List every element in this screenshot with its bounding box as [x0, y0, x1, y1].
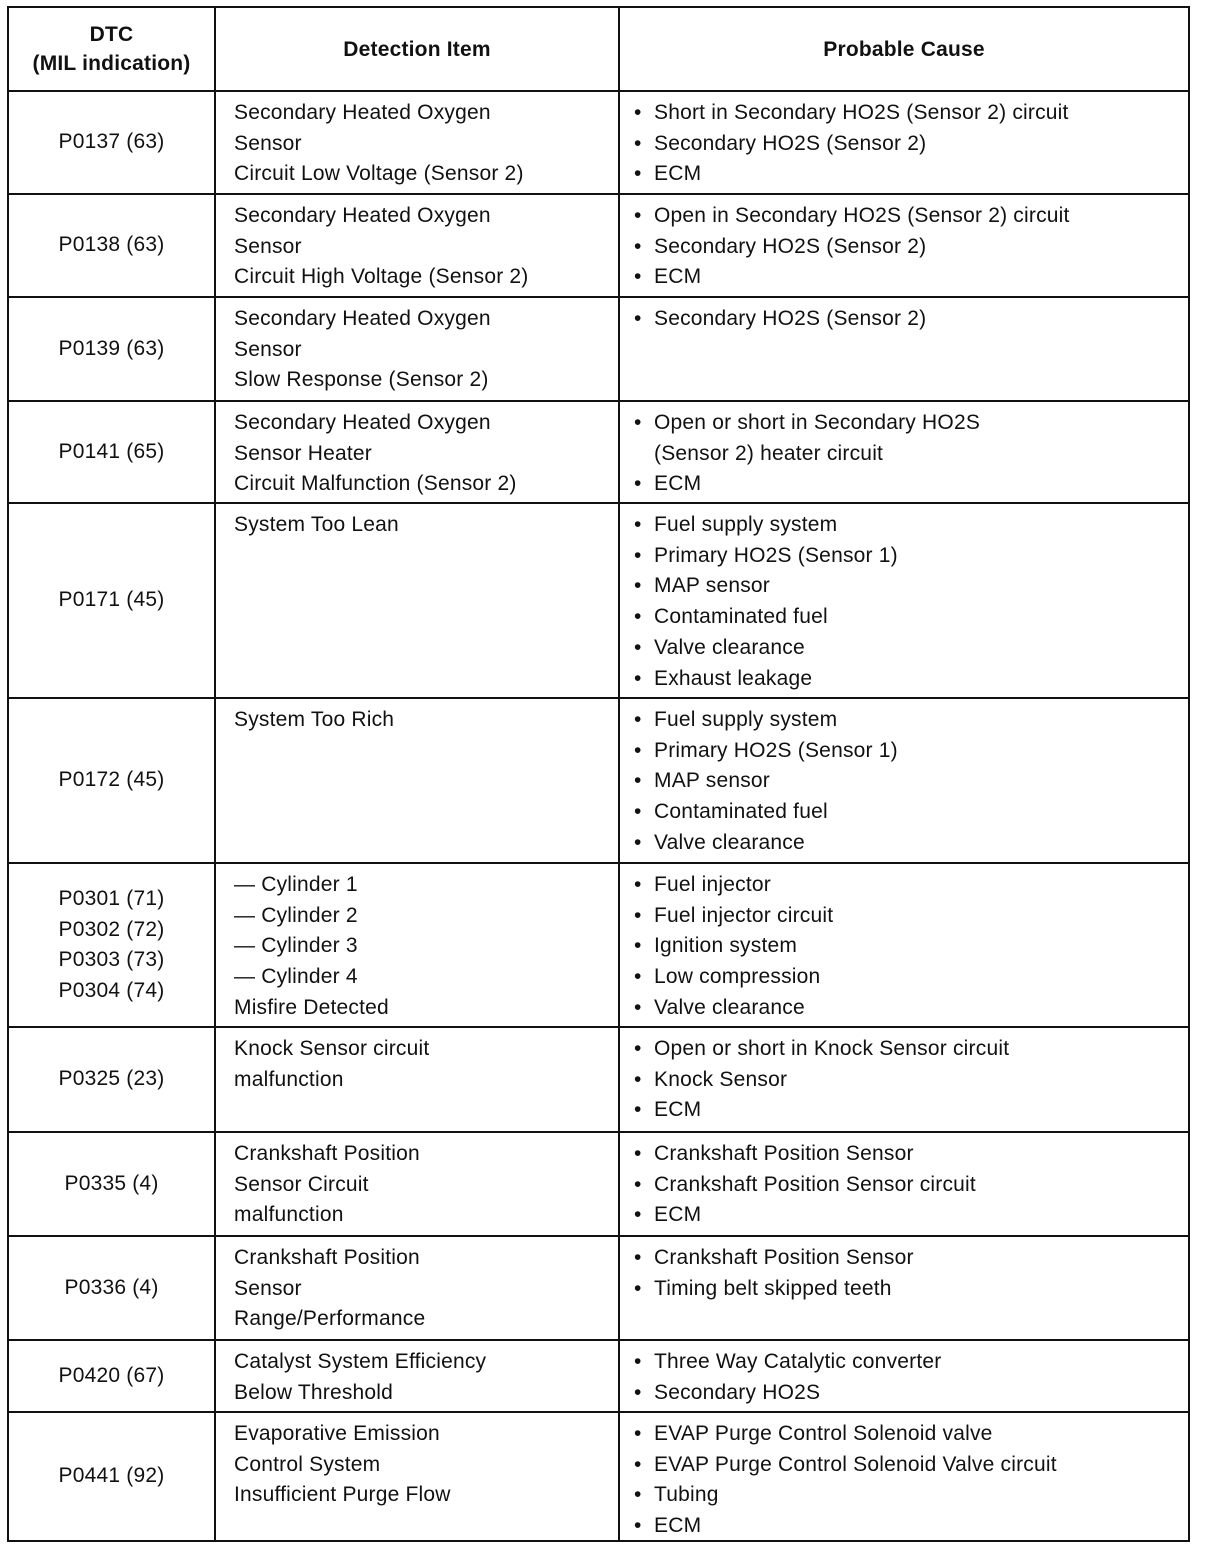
- detection-line: Knock Sensor circuit: [234, 1037, 430, 1060]
- cause-item: • Exhaust leakage: [634, 664, 1188, 695]
- table-row: [9, 195, 1188, 298]
- detection-line: Catalyst System Efficiency: [234, 1350, 487, 1373]
- header-dtc: [9, 8, 216, 90]
- cause-item: • ECM: [634, 159, 1188, 190]
- dtc-cell: [9, 1237, 216, 1339]
- detection-line: Secondary Heated Oxygen: [234, 307, 491, 330]
- header-probable-cause-label: Probable Cause: [823, 37, 985, 61]
- dtc-cell: [9, 699, 216, 862]
- detection-cell: [216, 1133, 620, 1235]
- bullet-icon: •: [634, 934, 642, 958]
- detection-cell: [216, 504, 620, 697]
- cause-item: • Crankshaft Position Sensor: [634, 1139, 1188, 1170]
- bullet-icon: •: [634, 873, 642, 896]
- cause-cell: [620, 1341, 1188, 1411]
- cause-item: • Low compression: [634, 962, 1188, 993]
- cause-cell: [620, 504, 1188, 697]
- detection-line: Circuit Malfunction (Sensor 2): [234, 472, 517, 496]
- cause-item: • Primary HO2S (Sensor 1): [634, 541, 1188, 572]
- cause-cell: [620, 402, 1188, 502]
- cause-item: • ECM: [634, 1511, 1188, 1542]
- cause-item: • ECM: [634, 1095, 1188, 1126]
- detection-line: Sensor Heater: [234, 441, 373, 465]
- cause-item: • Crankshaft Position Sensor circuit: [634, 1170, 1188, 1201]
- detection-line: System Too Lean: [234, 513, 399, 536]
- table-row: [9, 402, 1188, 504]
- cause-cell: [620, 1028, 1188, 1131]
- dtc-cell: [9, 92, 216, 193]
- detection-line: Sensor: [234, 131, 302, 155]
- dtc-cell: [9, 1133, 216, 1235]
- cause-item: • Fuel supply system: [634, 510, 1188, 541]
- detection-line: Control System: [234, 1452, 381, 1476]
- cause-item: • Valve clearance: [634, 633, 1188, 664]
- bullet-icon: •: [634, 1037, 642, 1060]
- bullet-icon: •: [634, 635, 642, 659]
- cause-item: • Knock Sensor: [634, 1065, 1188, 1096]
- dtc-code: P0441 (92): [58, 1464, 165, 1488]
- cause-item: • Timing belt skipped teeth: [634, 1274, 1188, 1305]
- bullet-icon: •: [634, 1483, 642, 1507]
- bullet-icon: •: [634, 131, 642, 155]
- detection-line: Slow Response (Sensor 2): [234, 368, 489, 392]
- header-detection-item-label: Detection Item: [343, 37, 491, 61]
- cause-item-continuation: (Sensor 2) heater circuit: [654, 441, 884, 465]
- dtc-cell: [9, 1028, 216, 1131]
- dtc-code: P0171 (45): [58, 588, 165, 612]
- cause-cell: [620, 298, 1188, 400]
- table-row: [9, 1413, 1188, 1540]
- bullet-icon: •: [634, 666, 642, 690]
- bullet-icon: •: [634, 1246, 642, 1269]
- dtc-code: P0172 (45): [58, 768, 165, 792]
- bullet-icon: •: [634, 1452, 642, 1476]
- detection-cell: [216, 195, 620, 296]
- dtc-cell: [9, 1413, 216, 1540]
- bullet-icon: •: [634, 965, 642, 989]
- bullet-icon: •: [634, 1276, 642, 1300]
- bullet-icon: •: [634, 995, 642, 1019]
- cause-cell: [620, 92, 1188, 193]
- detection-line: — Cylinder 3: [234, 934, 358, 958]
- detection-line: — Cylinder 1: [234, 873, 358, 896]
- bullet-icon: •: [634, 1172, 642, 1196]
- cause-item: • Secondary HO2S: [634, 1378, 1188, 1409]
- detection-line: Sensor: [234, 337, 302, 361]
- bullet-icon: •: [634, 738, 642, 762]
- dtc-code: P0137 (63): [58, 130, 165, 154]
- cause-cell: [620, 1133, 1188, 1235]
- table-row: [9, 504, 1188, 699]
- bullet-icon: •: [634, 1142, 642, 1165]
- cause-cell: [620, 864, 1188, 1026]
- cause-item: • Fuel supply system: [634, 705, 1188, 736]
- detection-line: Evaporative Emission: [234, 1422, 440, 1445]
- cause-item: • EVAP Purge Control Solenoid Valve circuit: [634, 1450, 1188, 1481]
- dtc-cell: [9, 195, 216, 296]
- bullet-icon: •: [634, 543, 642, 567]
- cause-item: • MAP sensor: [634, 571, 1188, 602]
- detection-line: malfunction: [234, 1203, 344, 1227]
- table-row: [9, 699, 1188, 864]
- bullet-icon: •: [634, 574, 642, 598]
- detection-cell: [216, 864, 620, 1026]
- header-detection-item: [216, 8, 620, 90]
- detection-cell: [216, 1341, 620, 1411]
- bullet-icon: •: [634, 1067, 642, 1091]
- detection-cell: [216, 1413, 620, 1540]
- table-row: [9, 1133, 1188, 1237]
- bullet-icon: •: [634, 162, 642, 186]
- dtc-code: P0139 (63): [58, 336, 165, 360]
- cause-item: • EVAP Purge Control Solenoid valve: [634, 1419, 1188, 1450]
- table-row: [9, 92, 1188, 195]
- cause-item: • Secondary HO2S (Sensor 2): [634, 129, 1188, 160]
- bullet-icon: •: [634, 472, 642, 496]
- dtc-cell: [9, 504, 216, 697]
- cause-item: • Three Way Catalytic converter: [634, 1347, 1188, 1378]
- detection-line: Misfire Detected: [234, 995, 389, 1019]
- detection-line: Sensor: [234, 234, 302, 258]
- cause-item: • ECM: [634, 1200, 1188, 1231]
- bullet-icon: •: [634, 204, 642, 227]
- cause-item: • Contaminated fuel: [634, 797, 1188, 828]
- cause-item: • Open or short in Knock Sensor circuit: [634, 1034, 1188, 1065]
- detection-line: Insufficient Purge Flow: [234, 1483, 451, 1507]
- dtc-cell: [9, 1341, 216, 1411]
- cause-cell: [620, 195, 1188, 296]
- cause-item: • Fuel injector circuit: [634, 901, 1188, 932]
- cause-item: • ECM: [634, 469, 1188, 500]
- cause-item: • Open or short in Secondary HO2S: [634, 408, 1188, 439]
- bullet-icon: •: [634, 830, 642, 854]
- cause-item: • ECM: [634, 262, 1188, 293]
- detection-cell: [216, 92, 620, 193]
- dtc-code: P0336 (4): [64, 1275, 159, 1299]
- cause-item: • Short in Secondary HO2S (Sensor 2) circuit: [634, 98, 1188, 129]
- detection-line: Range/Performance: [234, 1307, 426, 1331]
- cause-item: • Ignition system: [634, 931, 1188, 962]
- bullet-icon: •: [634, 708, 642, 731]
- table-row: [9, 298, 1188, 402]
- dtc-cell: [9, 864, 216, 1026]
- cause-item: • MAP sensor: [634, 766, 1188, 797]
- cause-item: • Tubing: [634, 1480, 1188, 1511]
- bullet-icon: •: [634, 605, 642, 629]
- dtc-code: P0325 (23): [58, 1067, 165, 1091]
- cause-cell: [620, 1413, 1188, 1540]
- detection-line: Secondary Heated Oxygen: [234, 411, 491, 434]
- cause-item: • Fuel injector: [634, 870, 1188, 901]
- bullet-icon: •: [634, 1350, 642, 1373]
- detection-line: malfunction: [234, 1067, 344, 1091]
- detection-line: System Too Rich: [234, 708, 395, 731]
- bullet-icon: •: [634, 769, 642, 793]
- dtc-code: P0303 (73): [58, 948, 165, 971]
- header-dtc-line: (MIL indication): [32, 52, 191, 75]
- cause-item: • Crankshaft Position Sensor: [634, 1243, 1188, 1274]
- detection-line: — Cylinder 4: [234, 965, 358, 989]
- detection-cell: [216, 699, 620, 862]
- table-row: [9, 1237, 1188, 1341]
- detection-cell: [216, 402, 620, 502]
- table-row: [9, 864, 1188, 1028]
- detection-cell: [216, 1028, 620, 1131]
- bullet-icon: •: [634, 234, 642, 258]
- detection-line: Circuit Low Voltage (Sensor 2): [234, 162, 524, 186]
- cause-item: • Valve clearance: [634, 828, 1188, 859]
- bullet-icon: •: [634, 101, 642, 124]
- table-row: [9, 1028, 1188, 1133]
- dtc-code: P0335 (4): [64, 1171, 159, 1195]
- cause-cell: [620, 699, 1188, 862]
- cause-item: • Valve clearance: [634, 993, 1188, 1024]
- dtc-code: P0304 (74): [58, 978, 165, 1002]
- cause-item: • Primary HO2S (Sensor 1): [634, 736, 1188, 767]
- cause-item: • Contaminated fuel: [634, 602, 1188, 633]
- bullet-icon: •: [634, 903, 642, 927]
- header-row: [9, 8, 1188, 92]
- cause-item: • Secondary HO2S (Sensor 2): [634, 232, 1188, 263]
- cause-item: • Open in Secondary HO2S (Sensor 2) circuit: [634, 201, 1188, 232]
- dtc-code: P0301 (71): [58, 887, 165, 910]
- table-row: [9, 1341, 1188, 1413]
- dtc-table: [7, 6, 1190, 1542]
- cause-cell: [620, 1237, 1188, 1339]
- detection-cell: [216, 298, 620, 400]
- dtc-cell: [9, 298, 216, 400]
- detection-cell: [216, 1237, 620, 1339]
- cause-item: • Secondary HO2S (Sensor 2): [634, 304, 1188, 335]
- dtc-cell: [9, 402, 216, 502]
- detection-line: — Cylinder 2: [234, 903, 358, 927]
- bullet-icon: •: [634, 1098, 642, 1122]
- dtc-code: P0138 (63): [58, 233, 165, 257]
- bullet-icon: •: [634, 411, 642, 434]
- header-probable-cause: [620, 8, 1188, 90]
- header-dtc-line: DTC: [89, 23, 134, 46]
- detection-line: Below Threshold: [234, 1380, 394, 1404]
- detection-line: Secondary Heated Oxygen: [234, 204, 491, 227]
- bullet-icon: •: [634, 513, 642, 536]
- bullet-icon: •: [634, 1380, 642, 1404]
- bullet-icon: •: [634, 1422, 642, 1445]
- detection-line: Crankshaft Position: [234, 1246, 420, 1269]
- dtc-code: P0420 (67): [58, 1363, 165, 1387]
- dtc-code: P0141 (65): [58, 439, 165, 463]
- bullet-icon: •: [634, 265, 642, 289]
- detection-line: Sensor Circuit: [234, 1172, 369, 1196]
- bullet-icon: •: [634, 1514, 642, 1538]
- bullet-icon: •: [634, 800, 642, 824]
- bullet-icon: •: [634, 307, 642, 330]
- detection-line: Secondary Heated Oxygen: [234, 101, 491, 124]
- dtc-code: P0302 (72): [58, 917, 165, 941]
- bullet-icon: •: [634, 1203, 642, 1227]
- detection-line: Crankshaft Position: [234, 1142, 420, 1165]
- detection-line: Sensor: [234, 1276, 302, 1300]
- detection-line: Circuit High Voltage (Sensor 2): [234, 265, 529, 289]
